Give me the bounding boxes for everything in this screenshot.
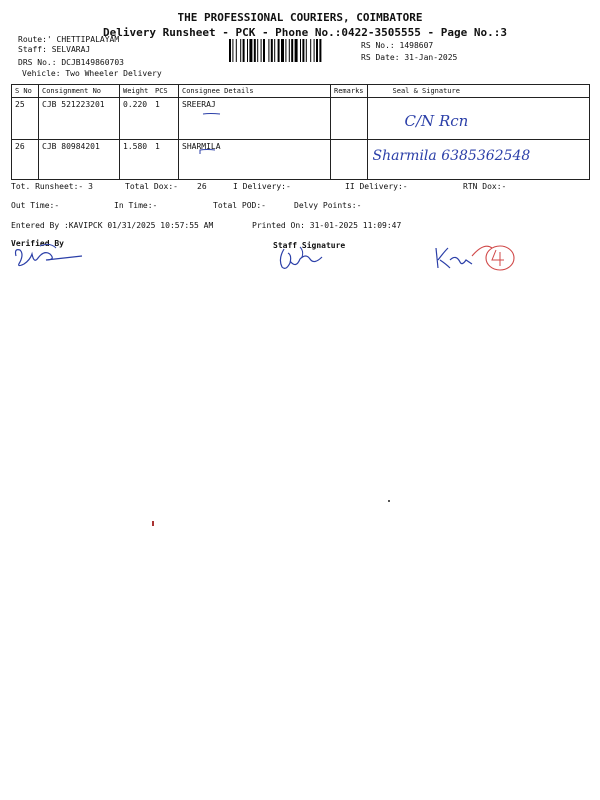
cell-consignee	[179, 140, 331, 180]
consignee-name: SREERAJ	[182, 100, 216, 109]
table-header-row	[12, 85, 590, 98]
staff-signature-icon	[270, 245, 340, 275]
cell-remarks	[331, 98, 368, 140]
consignee-name: SHARMILA	[182, 142, 221, 151]
cell-consignee	[179, 98, 331, 140]
cell-consignment: CJB 521223201	[39, 98, 120, 140]
rs-date: RS Date: 31-Jan-2025	[361, 53, 458, 62]
cell-consignment: CJB 80984201	[39, 140, 120, 180]
scan-speck	[388, 500, 390, 502]
col-header-consignment: Consignment No	[39, 85, 120, 98]
cell-remarks	[331, 140, 368, 180]
in-time: In Time:-	[114, 201, 158, 210]
col-header-weight: Weight	[120, 85, 153, 98]
scan-speck	[152, 521, 154, 526]
company-title: THE PROFESSIONAL COURIERS, COIMBATORE	[177, 11, 423, 24]
total-dox-label: Total Dox:-	[125, 182, 178, 191]
staff-label: Staff: SELVARAJ	[18, 45, 91, 54]
vehicle-label: Vehicle: Two Wheeler Delivery	[22, 69, 162, 78]
runsheet-subtitle: Delivery Runsheet - PCK - Phone No.:0422-3505555 - Page No.:3	[103, 26, 507, 39]
staff-signature-label: Staff Signature	[273, 241, 346, 250]
col-header-sno: S No	[12, 85, 39, 98]
col-header-pcs: PCS	[152, 85, 179, 98]
total-pod: Total POD:-	[213, 201, 266, 210]
runsheet-table	[11, 84, 590, 180]
signature-handwriting: C/N Rcn	[404, 112, 469, 130]
pen-tick-mark	[198, 148, 218, 156]
ii-delivery: II Delivery:-	[345, 182, 408, 191]
pen-tick-mark	[202, 111, 222, 117]
cell-signature	[367, 140, 589, 180]
total-dox-value: 26	[197, 182, 207, 191]
entered-by: Entered By :KAVIPCK 01/31/2025 10:57:55 AM	[11, 221, 214, 230]
out-time: Out Time:-	[11, 201, 60, 210]
verified-by-label: Verified By	[11, 239, 64, 248]
cell-sno: 25	[12, 98, 39, 140]
i-delivery: I Delivery:-	[233, 182, 291, 191]
col-header-remarks: Remarks	[331, 85, 368, 98]
barcode	[229, 39, 354, 62]
delvy-points: Delvy Points:-	[294, 201, 362, 210]
col-header-signature: Seal & Signature	[367, 85, 589, 98]
cell-sno: 26	[12, 140, 39, 180]
rs-number: RS No.: 1498607	[361, 41, 434, 50]
table-row	[12, 140, 590, 180]
printed-on: Printed On: 31-01-2025 11:09:47	[252, 221, 402, 230]
cell-weight: 1.580	[120, 140, 153, 180]
route-label: Route:' CHETTIPALAYAM	[18, 35, 120, 44]
verified-signature-icon	[10, 238, 90, 273]
kavi-signature-icon	[432, 238, 522, 276]
signature-handwriting: Sharmila 6385362548	[372, 148, 531, 164]
drs-label: DRS No.: DCJB149860703	[18, 58, 124, 67]
tot-runsheet: Tot. Runsheet:- 3	[11, 182, 93, 191]
cell-weight: 0.220	[120, 98, 153, 140]
col-header-consignee: Consignee Details	[179, 85, 331, 98]
cell-signature	[367, 98, 589, 140]
cell-pcs: 1	[152, 140, 179, 180]
rtn-dox: RTN Dox:-	[463, 182, 507, 191]
table-row	[12, 98, 590, 140]
cell-pcs: 1	[152, 98, 179, 140]
